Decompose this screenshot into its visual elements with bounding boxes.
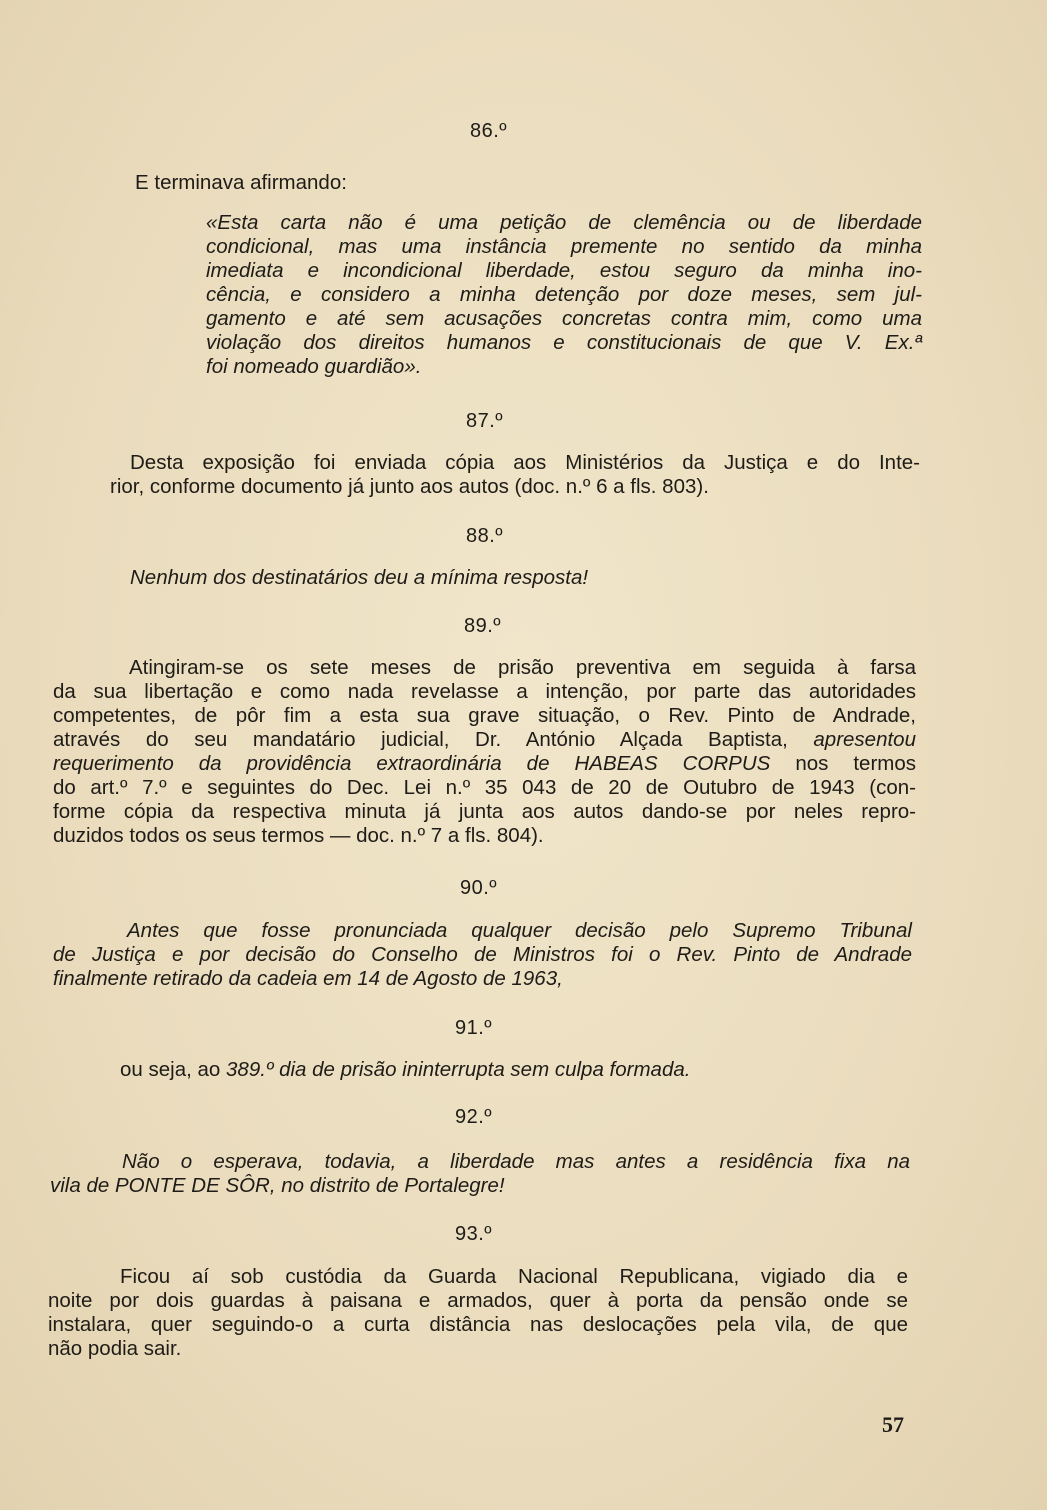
paragraph-line: finalmente retirado da cadeia em 14 de Agosto de 1963, xyxy=(53,967,563,990)
section-number-86: 86.º xyxy=(470,120,508,142)
section-number-91: 91.º xyxy=(455,1017,493,1039)
paragraph-line: Atingiram-se os sete meses de prisão preventiva em seguida à farsa xyxy=(129,656,916,679)
paragraph-line: instalara, quer seguindo-o a curta distância nas deslocações pela vila, de que xyxy=(48,1313,908,1336)
paragraph-line: forme cópia da respectiva minuta já junta aos autos dando-se por neles repro- xyxy=(53,800,916,823)
paragraph-89 xyxy=(53,656,916,848)
paragraph-line: não podia sair. xyxy=(48,1337,182,1360)
quote-line: gamento e até sem acusações concretas contra mim, como uma xyxy=(206,307,922,330)
paragraph-line: noite por dois guardas à paisana e armados, quer à porta da pensão onde se xyxy=(48,1289,908,1312)
section-number-87: 87.º xyxy=(466,410,504,432)
paragraph-line: através do seu mandatário judicial, Dr. António Alçada Baptista, apresentou xyxy=(53,728,916,751)
quote-line: «Esta carta não é uma petição de clemência ou de liberdade xyxy=(206,211,922,234)
paragraph-line: da sua libertação e como nada revelasse a intenção, por parte das autoridades xyxy=(53,680,916,703)
section-number-92: 92.º xyxy=(455,1106,493,1128)
intro-text: E terminava afirmando: xyxy=(135,171,347,194)
quote-line: cência, e considero a minha detenção por doze meses, sem jul- xyxy=(206,283,922,306)
quote-line: foi nomeado guardião». xyxy=(206,355,422,378)
paragraph-87 xyxy=(110,451,920,499)
paragraph-91: ou seja, ao 389.º dia de prisão ininterrupta sem culpa formada. xyxy=(120,1058,691,1081)
paragraph-line: Não o esperava, todavia, a liberdade mas antes a residência fixa na xyxy=(122,1150,910,1173)
paragraph-line: Desta exposição foi enviada cópia aos Ministérios da Justiça e do Inte- xyxy=(130,451,920,474)
paragraph-line: duzidos todos os seus termos — doc. n.º 7 a fls. 804). xyxy=(53,824,544,847)
paragraph-line: Antes que fosse pronunciada qualquer decisão pelo Supremo Tribunal xyxy=(127,919,912,942)
paragraph-90 xyxy=(53,919,912,991)
paragraph-line: vila de PONTE DE SÔR, no distrito de Portalegre! xyxy=(50,1174,505,1197)
paragraph-line: Ficou aí sob custódia da Guarda Nacional Republicana, vigiado dia e xyxy=(120,1265,908,1288)
quote-line: condicional, mas uma instância premente no sentido da minha xyxy=(206,235,922,258)
paragraph-line: competentes, de pôr fim a esta sua grave situação, o Rev. Pinto de Andrade, xyxy=(53,704,916,727)
quote-line: imediata e incondicional liberdade, estou seguro da minha ino- xyxy=(206,259,922,282)
page-number: 57 xyxy=(882,1412,904,1437)
paragraph-93 xyxy=(48,1265,908,1361)
section-number-93: 93.º xyxy=(455,1223,493,1245)
paragraph-92 xyxy=(50,1150,910,1198)
paragraph-line: do art.º 7.º e seguintes do Dec. Lei n.º 35 043 de 20 de Outubro de 1943 (con- xyxy=(53,776,916,799)
paragraph-line: requerimento da providência extraordinária de HABEAS CORPUS nos termos xyxy=(53,752,916,775)
paragraph-line: de Justiça e por decisão do Conselho de Ministros foi o Rev. Pinto de Andrade xyxy=(53,943,912,966)
quote-line: violação dos direitos humanos e constitucionais de que V. Ex.ª xyxy=(206,331,922,354)
paragraph-88: Nenhum dos destinatários deu a mínima resposta! xyxy=(130,566,589,589)
section-number-90: 90.º xyxy=(460,877,498,899)
paragraph-line: rior, conforme documento já junto aos autos (doc. n.º 6 a fls. 803). xyxy=(110,475,709,498)
quote-block xyxy=(206,211,922,379)
section-number-88: 88.º xyxy=(466,525,504,547)
section-number-89: 89.º xyxy=(464,615,502,637)
